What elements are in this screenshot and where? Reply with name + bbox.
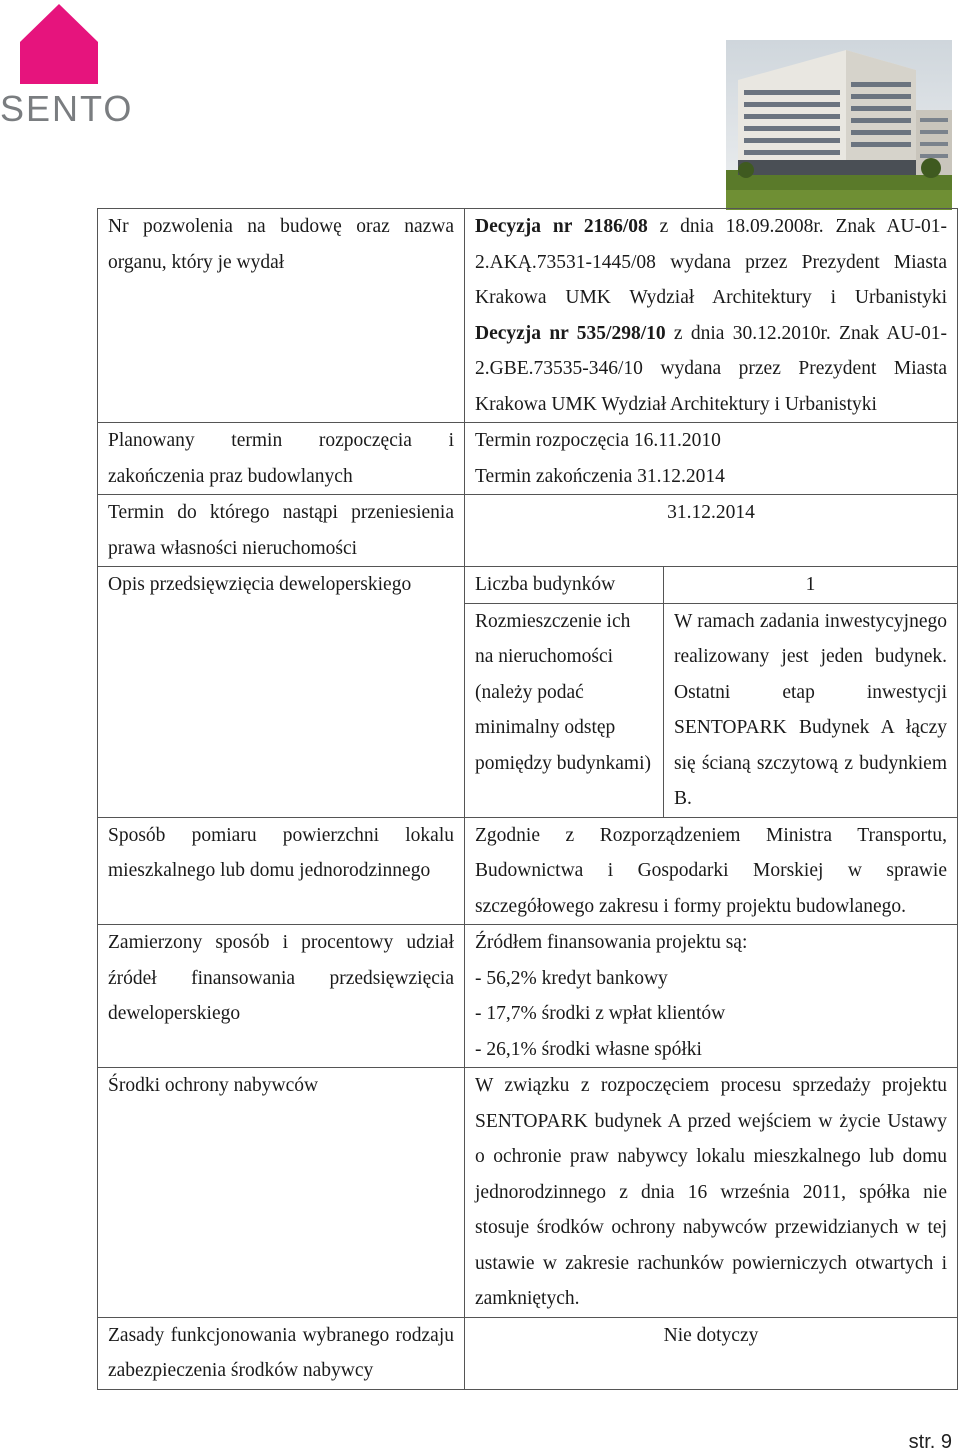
sento-logo xyxy=(0,0,134,130)
permit-decision-2-number: Decyzja nr 535/298/10 xyxy=(475,322,666,344)
logo-text: SENTO xyxy=(0,88,134,129)
financing-item: - 17,7% środki z wpłat klientów xyxy=(475,1003,726,1024)
permit-value xyxy=(465,209,958,423)
financing-intro: Źródłem finansowania projektu są: xyxy=(475,932,748,953)
schedule-end: Termin zakończenia 31.12.2014 xyxy=(475,465,725,487)
page-number: str. 9 xyxy=(908,1431,952,1453)
table-row xyxy=(98,925,958,1068)
placement-label: Rozmieszczenie ich na nieruchomości (należy podać minimalny odstęp pomiędzy budynkami) xyxy=(465,603,664,817)
rules-label: Zasady funkcjonowania wybranego rodzaju zabezpieczenia środków nabywcy xyxy=(98,1317,465,1389)
schedule-start: Termin rozpoczęcia 16.11.2010 xyxy=(475,430,721,451)
financing-value xyxy=(465,925,958,1068)
buildings-count-value: 1 xyxy=(664,567,958,603)
table-row xyxy=(98,1068,958,1318)
table-row xyxy=(98,423,958,495)
protection-value: W związku z rozpoczęciem procesu sprzedaży projektu SENTOPARK budynek A przed wejściem w życie Ustawy o ochronie praw nabywcy lokalu mieszkalnego lub domu jednorodzinnego z dnia 16 września 2011, spółka nie stosuje środków ochrony nabywców przewidzianych w tej ustawie w zakresie rachunków powierniczych otwartych i zamkniętych. xyxy=(465,1068,958,1318)
description-label: Opis przedsięwzięcia deweloperskiego xyxy=(98,567,465,818)
developer-info-table xyxy=(97,208,958,1390)
placement-value: W ramach zadania inwestycyjnego realizowany jest jeden budynek. Ostatni etap inwestycji SENTOPARK Budynek A łączy się ścianą szczytową z budynkiem B. xyxy=(664,603,958,817)
buildings-count-label: Liczba budynków xyxy=(475,574,616,595)
protection-label: Środki ochrony nabywców xyxy=(98,1068,465,1318)
description-value xyxy=(465,567,958,818)
ownership-value: 31.12.2014 xyxy=(465,495,958,567)
rules-value: Nie dotyczy xyxy=(465,1317,958,1389)
permit-decision-2-text: z dnia 30.12.2010r. Znak AU-01-2.GBE.73535-346/10 wydana przez Prezydent Miasta Krakowa UMK Wydział Architektury i Urbanistyki xyxy=(475,322,947,415)
table-row xyxy=(98,1317,958,1389)
building-rendering-image xyxy=(726,40,952,210)
measurement-label: Sposób pomiaru powierzchni lokalu mieszkalnego lub domu jednorodzinnego xyxy=(98,817,465,925)
schedule-label: Planowany termin rozpoczęcia i zakończenia praz budowlanych xyxy=(98,423,465,495)
table-row xyxy=(98,495,958,567)
ownership-label: Termin do którego nastąpi przeniesienia prawa własności nieruchomości xyxy=(98,495,465,567)
permit-decision-1-text: z dnia 18.09.2008r. Znak AU-01-2.AKĄ.73531-1445/08 wydana przez Prezydent Miasta Krakowa UMK Wydział Architektury i Urbanistyki xyxy=(475,216,947,308)
table-row xyxy=(98,209,958,423)
financing-item: - 56,2% kredyt bankowy xyxy=(475,967,668,989)
table-row xyxy=(98,817,958,925)
financing-item: - 26,1% środki własne spółki xyxy=(475,1038,702,1060)
permit-label: Nr pozwolenia na budowę oraz nazwa organu, który je wydał xyxy=(98,209,465,423)
table-row xyxy=(98,567,958,818)
measurement-value: Zgodnie z Rozporządzeniem Ministra Transportu, Budownictwa i Gospodarki Morskiej w sprawie szczegółowego zakresu i formy projektu budowlanego. xyxy=(465,817,958,925)
schedule-value xyxy=(465,423,958,495)
permit-decision-1-number: Decyzja nr 2186/08 xyxy=(475,216,648,237)
financing-label: Zamierzony sposób i procentowy udział źródeł finansowania przedsięwzięcia deweloperskiego xyxy=(98,925,465,1068)
house-icon xyxy=(20,4,98,84)
